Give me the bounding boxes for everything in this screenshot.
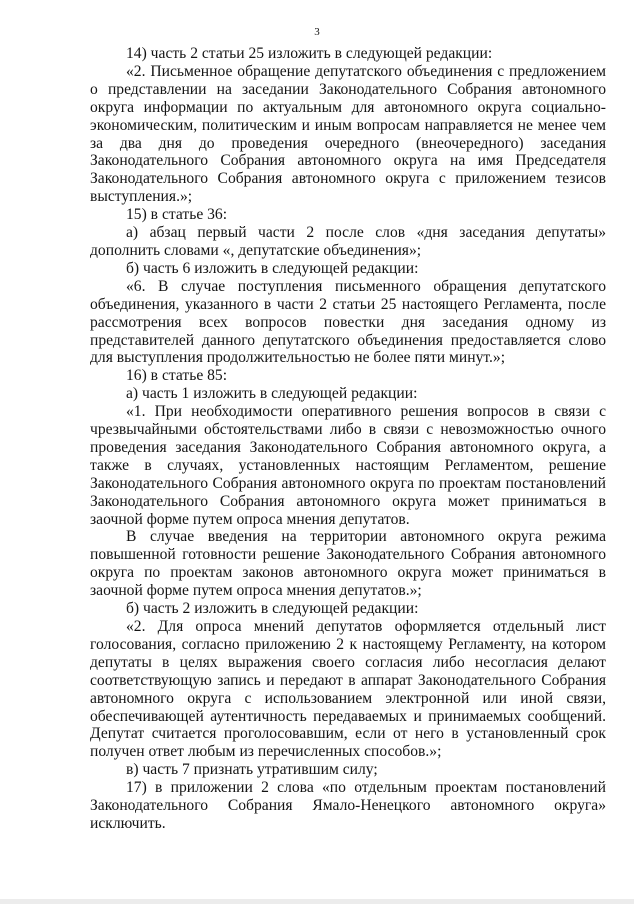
paragraph-item-15-a: а) абзац первый части 2 после слов «дня заседания депутаты» дополнить словами «, депутатские объединения»; xyxy=(90,224,606,259)
paragraph-article-25-part-2: «2. Письменное обращение депутатского объединения с предложением о представлении на заседании Законодательного Собрания автономного округа информации по актуальным для автономного округа социально-экономическим, политическим и иным вопросам направляется не менее чем за два дня до проведения очередного (внеочередного) заседания Законодательного Собрания автономного округа на имя Председателя Законодательного Собрания автономного округа с приложением тезисов выступления.»; xyxy=(90,62,606,206)
document-body xyxy=(90,45,606,833)
paragraph-article-85-part-2: «2. Для опроса мнений депутатов оформляется отдельный лист голосования, согласно приложению 2 к настоящему Регламенту, на котором депутаты в целях выражения своего согласия либо несогласия делают соответствующую запись и передают в аппарат Законодательного Собрания автономного округа с использованием электронной или иной связи, обеспечивающей аутентичность передаваемых и принимаемых сообщений. Депутат считается проголосовавшим, если от него в установленный срок получен ответ любым из перечисленных способов.»; xyxy=(90,618,606,761)
page-number: 3 xyxy=(314,26,320,38)
paragraph-item-16: 16) в статье 85: xyxy=(126,367,228,385)
page-bottom-edge xyxy=(0,899,634,904)
paragraph-article-85-part-1: «1. При необходимости оперативного решения вопросов в связи с чрезвычайными обстоятельствами либо в связи с невозможностью очного проведения заседания Законодательного Собрания автономного округа, а также в случаях, установленных настоящим Регламентом, решение Законодательного Собрания автономного округа по проектам постановлений Законодательного Собрания автономного округа может приниматься в заочной форме путем опроса мнения депутатов. xyxy=(90,403,606,528)
paragraph-item-14: 14) часть 2 статьи 25 изложить в следующей редакции: xyxy=(126,45,493,62)
paragraph-item-15-b: б) часть 6 изложить в следующей редакции: xyxy=(126,259,419,277)
paragraph-item-16-v: в) часть 7 признать утратившим силу; xyxy=(126,761,378,779)
paragraph-item-17: 17) в приложении 2 слова «по отдельным проектам постановлений Законодательного Собрания Ямало-Ненецкого автономного округа» исключить. xyxy=(90,779,606,832)
paragraph-item-16-a: а) часть 1 изложить в следующей редакции: xyxy=(126,385,418,403)
paragraph-item-15: 15) в статье 36: xyxy=(126,206,228,224)
paragraph-article-85-part-1-cont: В случае введения на территории автономного округа режима повышенной готовности решение Законодательного Собрания автономного округа по проектам законов автономного округа может приниматься в заочной форме путем опроса мнения депутатов.»; xyxy=(90,528,606,600)
paragraph-article-36-part-6: «6. В случае поступления письменного обращения депутатского объединения, указанного в части 2 статьи 25 настоящего Регламента, после рассмотрения всех вопросов повестки дня заседания одному из представителей данного депутатского объединения предоставляется слово для выступления продолжительностью не более пяти минут.»; xyxy=(90,277,606,367)
paragraph-item-16-b: б) часть 2 изложить в следующей редакции: xyxy=(126,600,419,618)
